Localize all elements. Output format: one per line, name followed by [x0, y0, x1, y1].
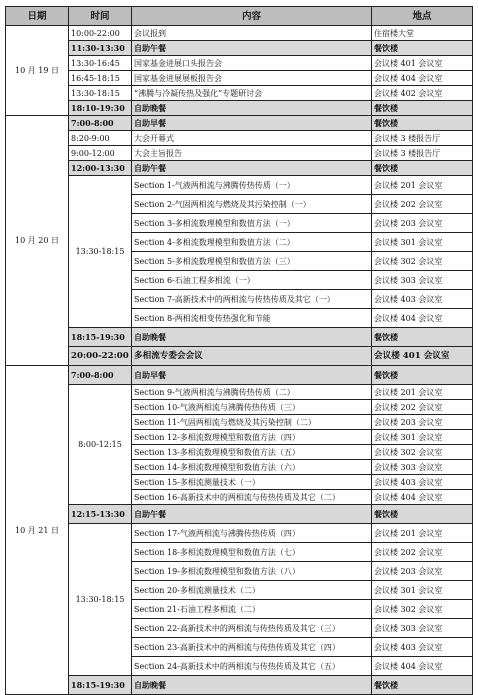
content-cell: Section 2-气固两相流与燃烧及其污染控制（一） — [132, 195, 372, 214]
table-row — [6, 86, 473, 101]
time-cell: 9:00-12:00 — [69, 146, 132, 161]
content-cell: Section 22-高新技术中的两相流与传热传质及其它（三） — [132, 619, 372, 638]
place-cell: 餐饮楼 — [372, 505, 473, 524]
place-cell: 会议楼 201 会议室 — [372, 176, 473, 195]
place-cell: 会议楼 303 会议室 — [372, 460, 473, 475]
time-cell: 13:30-18:15 — [69, 86, 132, 101]
content-cell: Section 19-多相流数理模型和数值方法（八） — [132, 562, 372, 581]
table-row — [6, 56, 473, 71]
time-cell-block: 13:30-18:15 — [69, 176, 132, 328]
content-cell: Section 20-多相流测量技术（二） — [132, 581, 372, 600]
place-cell: 会议楼 301 会议室 — [372, 430, 473, 445]
date-oct-19: 10 月 19 日 — [6, 26, 69, 116]
place-cell: 会议楼 301 会议室 — [372, 233, 473, 252]
place-cell: 会议楼 203 会议室 — [372, 562, 473, 581]
place-cell: 会议楼 302 会议室 — [372, 252, 473, 271]
table-row — [6, 71, 473, 86]
place-cell: 会议楼 404 会议室 — [372, 71, 473, 86]
content-cell: 国家基金进展展板报告会 — [132, 71, 372, 86]
time-cell: 13:30-16:45 — [69, 56, 132, 71]
schedule-table — [5, 6, 473, 695]
content-cell: 会议报到 — [132, 26, 372, 41]
place-cell: 会议楼 401 会议室 — [372, 347, 473, 366]
content-cell: Section 18-多相流数理模型和数值方法（七） — [132, 543, 372, 562]
place-cell: 会议楼 202 会议室 — [372, 400, 473, 415]
place-cell: 会议楼 302 会议室 — [372, 600, 473, 619]
place-cell: 会议楼 402 会议室 — [372, 86, 473, 101]
content-cell: Section 5-多相流数理模型和数值方法（三） — [132, 252, 372, 271]
table-row — [6, 116, 473, 131]
content-cell: 自助午餐 — [132, 41, 372, 56]
content-cell: Section 1-气液两相流与沸腾传热传质（一） — [132, 176, 372, 195]
content-cell: 自助早餐 — [132, 366, 372, 385]
place-cell: 会议楼 3 楼报告厅 — [372, 146, 473, 161]
place-cell: 会议楼 3 楼报告厅 — [372, 131, 473, 146]
content-cell: 自助午餐 — [132, 161, 372, 176]
content-cell: “沸腾与冷凝传热及强化”专题研讨会 — [132, 86, 372, 101]
content-cell: Section 14-多相流数理模型和数值方法（六） — [132, 460, 372, 475]
content-cell: Section 7-高新技术中的两相流与传热传质及其它（一） — [132, 290, 372, 309]
time-cell: 7:00-8:00 — [69, 366, 132, 385]
place-cell: 会议楼 403 会议室 — [372, 638, 473, 657]
place-cell: 餐饮楼 — [372, 366, 473, 385]
content-cell: 大会开幕式 — [132, 131, 372, 146]
table-row — [6, 328, 473, 347]
table-row — [6, 131, 473, 146]
time-cell: 12:00-13:30 — [69, 161, 132, 176]
content-cell: Section 8-两相流相变传热强化和节能 — [132, 309, 372, 328]
time-cell: 12:15-13:30 — [69, 505, 132, 524]
time-cell: 20:00-22:00 — [69, 347, 132, 366]
place-cell: 餐饮楼 — [372, 41, 473, 56]
table-row — [6, 41, 473, 56]
place-cell: 会议楼 202 会议室 — [372, 195, 473, 214]
content-cell: Section 23-高新技术中的两相流与传热传质及其它（四） — [132, 638, 372, 657]
table-row — [6, 347, 473, 366]
content-cell: 自助早餐 — [132, 116, 372, 131]
header-time: 时间 — [69, 7, 132, 26]
table-row — [6, 524, 473, 543]
table-row — [6, 676, 473, 695]
place-cell: 会议楼 203 会议室 — [372, 214, 473, 233]
content-cell: Section 24-高新技术中的两相流与传热传质及其它（五） — [132, 657, 372, 676]
place-cell: 餐饮楼 — [372, 101, 473, 116]
content-cell: Section 6-石油工程多相流（一） — [132, 271, 372, 290]
place-cell: 餐饮楼 — [372, 676, 473, 695]
time-cell: 8:20-9:00 — [69, 131, 132, 146]
content-cell: Section 13-多相流数理模型和数值方法（五） — [132, 445, 372, 460]
content-cell: Section 12-多相流数理模型和数值方法（四） — [132, 430, 372, 445]
place-cell: 住宿楼大堂 — [372, 26, 473, 41]
place-cell: 会议楼 202 会议室 — [372, 543, 473, 562]
table-row — [6, 385, 473, 400]
place-cell: 会议楼 303 会议室 — [372, 619, 473, 638]
content-cell: Section 16-高新技术中的两相流与传热传质及其它（二） — [132, 490, 372, 505]
time-cell: 18:10-19:30 — [69, 101, 132, 116]
table-row — [6, 366, 473, 385]
date-oct-20: 10 月 20 日 — [6, 116, 69, 366]
header-place: 地点 — [372, 7, 473, 26]
place-cell: 会议楼 302 会议室 — [372, 445, 473, 460]
table-row — [6, 176, 473, 195]
time-cell: 18:15-19:30 — [69, 676, 132, 695]
content-cell: Section 10-气液两相流与沸腾传热传质（三） — [132, 400, 372, 415]
place-cell: 会议楼 401 会议室 — [372, 56, 473, 71]
place-cell: 餐饮楼 — [372, 116, 473, 131]
place-cell: 会议楼 403 会议室 — [372, 475, 473, 490]
table-row — [6, 146, 473, 161]
place-cell: 会议楼 301 会议室 — [372, 581, 473, 600]
content-cell: 多相流专委会会议 — [132, 347, 372, 366]
time-cell: 18:15-19:30 — [69, 328, 132, 347]
time-cell: 16:45-18:15 — [69, 71, 132, 86]
time-cell: 11:30-13:30 — [69, 41, 132, 56]
content-cell: 自助午餐 — [132, 505, 372, 524]
time-cell-block: 8:00-12:15 — [69, 385, 132, 505]
content-cell: Section 9-气液两相流与沸腾传热传质（二） — [132, 385, 372, 400]
table-row — [6, 505, 473, 524]
time-cell: 7:00-8:00 — [69, 116, 132, 131]
place-cell: 会议楼 403 会议室 — [372, 290, 473, 309]
place-cell: 会议楼 203 会议室 — [372, 415, 473, 430]
table-row — [6, 26, 473, 41]
header-content: 内容 — [132, 7, 372, 26]
place-cell: 会议楼 404 会议室 — [372, 490, 473, 505]
content-cell: 自助晚餐 — [132, 676, 372, 695]
header-date: 日期 — [6, 7, 69, 26]
place-cell: 会议楼 201 会议室 — [372, 385, 473, 400]
place-cell: 会议楼 404 会议室 — [372, 657, 473, 676]
date-oct-21: 10 月 21 日 — [6, 366, 69, 695]
place-cell: 餐饮楼 — [372, 328, 473, 347]
content-cell: 自助晚餐 — [132, 328, 372, 347]
content-cell: 大会主旨报告 — [132, 146, 372, 161]
content-cell: Section 17-气液两相流与沸腾传热传质（四） — [132, 524, 372, 543]
place-cell: 餐饮楼 — [372, 161, 473, 176]
table-row — [6, 161, 473, 176]
table-row — [6, 101, 473, 116]
content-cell: Section 15-多相流测量技术（一） — [132, 475, 372, 490]
content-cell: Section 21-石油工程多相流（二） — [132, 600, 372, 619]
header-row — [6, 7, 473, 26]
content-cell: Section 4-多相流数理模型和数值方法（二） — [132, 233, 372, 252]
content-cell: 自助晚餐 — [132, 101, 372, 116]
content-cell: 国家基金进展口头报告会 — [132, 56, 372, 71]
content-cell: Section 3-多相流数理模型和数值方法（一） — [132, 214, 372, 233]
time-cell: 10:00-22:00 — [69, 26, 132, 41]
place-cell: 会议楼 404 会议室 — [372, 309, 473, 328]
time-cell-block: 13:30-18:15 — [69, 524, 132, 676]
place-cell: 会议楼 201 会议室 — [372, 524, 473, 543]
place-cell: 会议楼 303 会议室 — [372, 271, 473, 290]
content-cell: Section 11-气固两相流与燃烧及其污染控制（二） — [132, 415, 372, 430]
